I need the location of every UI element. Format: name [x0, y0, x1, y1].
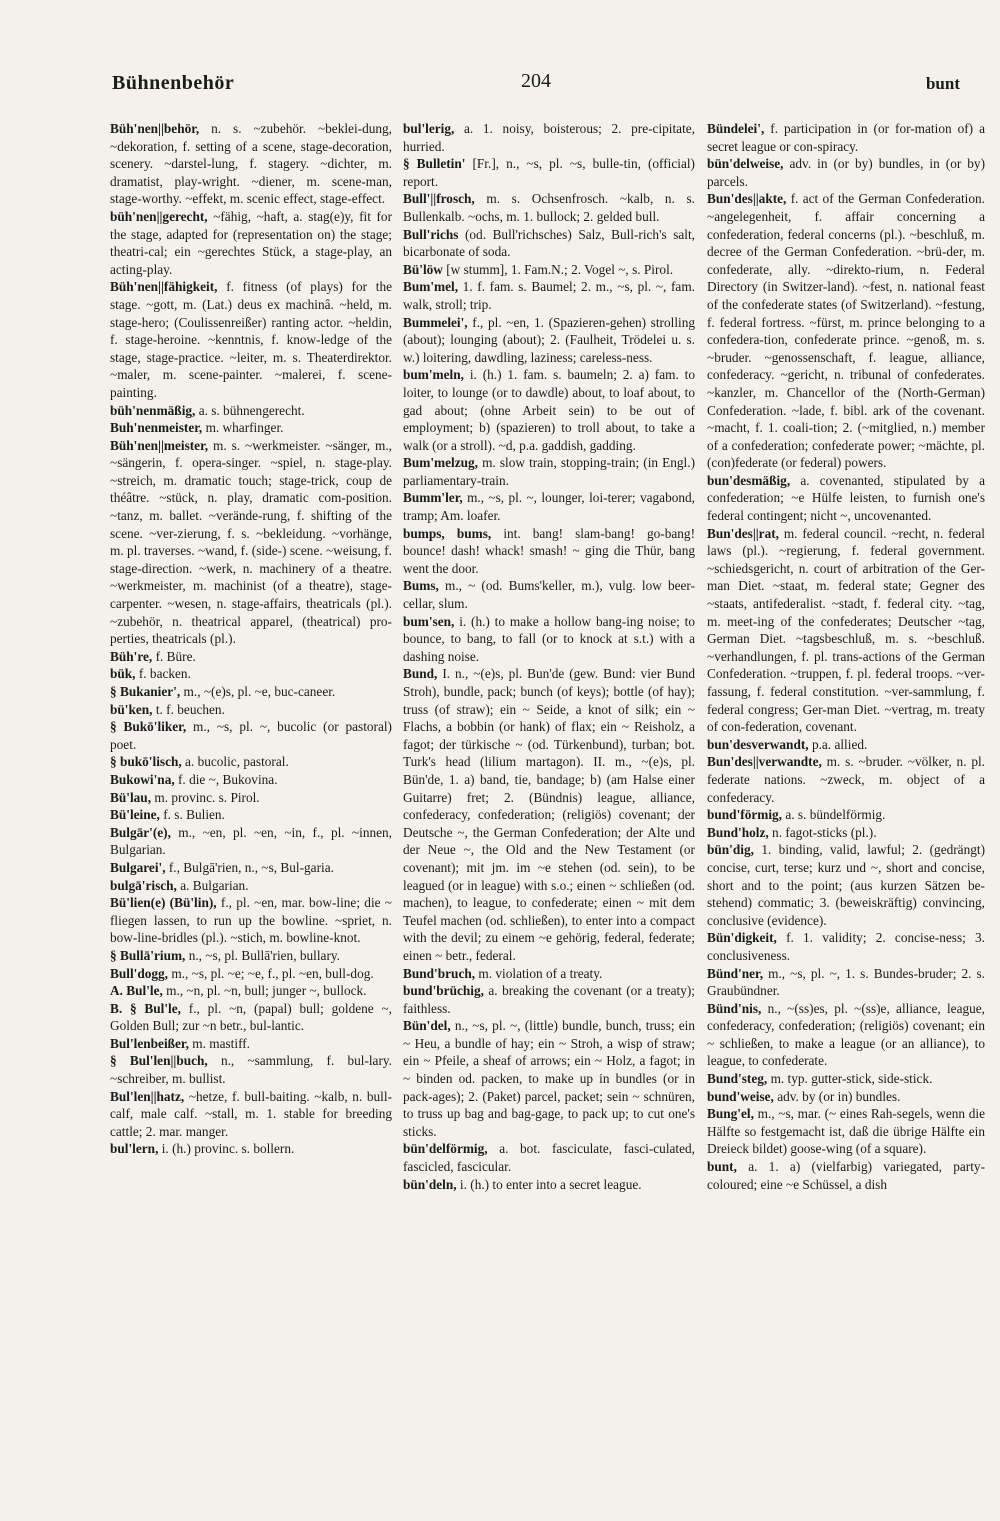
dictionary-entry — [110, 648, 392, 666]
entry-definition: f. fitness (of plays) for the stage. ~gott, m. (Lat.) deus ex machinâ. ~held, m. stage-hero; (Coulissenreißer) ranting actor. ~heldin, f. stage-heroine. ~kenntnis, f. know-ledge of the stage, stage-practice. ~leiter, m. s. Theaterdirektor. ~maler, m. scene-painter. ~malerei, f. scene-painting. — [110, 279, 392, 400]
entry-definition: a. breaking the covenant (or a treaty); faithless. — [403, 983, 695, 1016]
dictionary-entry — [707, 190, 985, 472]
entry-definition: a. s. bühnengerecht. — [198, 402, 305, 418]
dictionary-entry — [403, 489, 695, 524]
dictionary-entry — [403, 1017, 695, 1140]
entry-definition: [Fr.], n., ~s, pl. ~s, bulle-tin, (official) report. — [403, 156, 695, 189]
entry-headword: Bü'lau, — [110, 789, 152, 805]
entry-definition: n., ~s, pl. Bullā'rien, bullary. — [188, 947, 340, 963]
entry-headword: Büh'nen||fähigkeit, — [110, 279, 218, 295]
entry-definition: int. bang! slam-bang! go-bang! bounce! dash! whack! smash! ~ ging die Thür, bang went the door. — [403, 525, 695, 576]
dictionary-entry — [707, 736, 985, 754]
dictionary-entry — [110, 402, 392, 420]
dictionary-entry — [110, 665, 392, 683]
entry-headword: Bun'des||verwandte, — [707, 754, 822, 770]
entry-headword: bunt, — [707, 1159, 737, 1175]
dictionary-entry — [403, 454, 695, 489]
entry-definition: i. (h.) to enter into a secret league. — [459, 1176, 642, 1192]
entry-headword: § Bulletin' — [403, 156, 466, 172]
right-running-headword: bunt — [925, 74, 960, 93]
entry-definition: a. bot. fasciculate, fasci-culated, fascicled, fascicular. — [403, 1141, 695, 1175]
entry-headword: Bund'holz, — [707, 824, 769, 840]
entry-definition: i. (h.) to make a hollow bang-ing noise; to bounce, to bang, to fall (or to knock at s.t.) with a dashing noise. — [403, 613, 695, 664]
entry-definition: n., ~sammlung, f. bul-lary. ~schreiber, m. bullist. — [110, 1053, 392, 1087]
page-header — [112, 70, 960, 100]
entry-definition: a. 1. noisy, boisterous; 2. pre-cipitate, hurried. — [403, 121, 695, 154]
entry-headword: Bünd'ner, — [707, 965, 764, 981]
entry-headword: Bummelei', — [403, 314, 468, 330]
entry-headword: Bü'löw — [403, 261, 443, 277]
entry-definition: f. 1. validity; 2. concise-ness; 3. conclusiveness. — [707, 930, 985, 963]
entry-definition: [w stumm], 1. Fam.N.; 2. Vogel ~, s. Pirol. — [446, 261, 674, 277]
dictionary-entry — [403, 190, 695, 225]
entry-headword: Bums, — [403, 578, 439, 594]
entry-definition: m. slow train, stopping-train; (in Engl.) parliamentary-train. — [403, 455, 695, 488]
entry-headword: A. Bul'le, — [110, 983, 163, 999]
dictionary-entry — [403, 982, 695, 1017]
entry-headword: Bün'del, — [403, 1018, 451, 1034]
dictionary-entry — [707, 1158, 985, 1193]
entry-definition: f. die ~, Bukovina. — [178, 771, 278, 787]
entry-headword: § Bullā'rium, — [110, 947, 186, 963]
dictionary-entry — [707, 120, 985, 155]
dictionary-entry — [110, 894, 392, 947]
entry-headword: Bund'bruch, — [403, 965, 476, 981]
dictionary-entry — [403, 278, 695, 313]
entry-definition: f., pl. ~n, (papal) bull; goldene ~, Golden Bull; zur ~n betr., bul-lantic. — [110, 1000, 392, 1034]
entry-headword: Buh'nenmeister, — [110, 420, 203, 436]
entry-headword: Bull'||frosch, — [403, 191, 475, 207]
dictionary-entry — [110, 806, 392, 824]
entry-headword: Bund'steg, — [707, 1071, 768, 1087]
entry-definition: f. participation in (or for-mation of) a secret league or con-spiracy. — [707, 121, 985, 154]
entry-definition: 1. binding, valid, lawful; 2. (gedrängt) concise, curt, terse; kurz und ~, short and concise, short and to the point; (aus kurzen Sätzen be-stehend) commatic; 3. (beweiskräftig) convincing, conclusive (evidence). — [707, 842, 985, 928]
dictionary-entry — [707, 155, 985, 190]
dictionary-entry — [403, 665, 695, 964]
entry-headword: bulgā'risch, — [110, 877, 177, 893]
entry-headword: Bum'mel, — [403, 279, 459, 295]
entry-definition: f., pl. ~en, 1. (Spazieren-gehen) strolling (about); lounging (about); 2. (Faulheit, Trödelei u. s. w.) loitering, dawdling, laziness; careless-ness. — [403, 314, 695, 365]
dictionary-entry — [403, 155, 695, 190]
entry-definition: f. backen. — [138, 666, 191, 682]
page-number: 204 — [521, 70, 551, 92]
entry-headword: Büh're, — [110, 648, 153, 664]
entry-definition: m. provinc. s. Pirol. — [154, 789, 260, 805]
entry-headword: bum'sen, — [403, 613, 455, 629]
entry-headword: bün'deln, — [403, 1176, 457, 1192]
entry-headword: bul'lern, — [110, 1141, 159, 1157]
entry-headword: bün'delweise, — [707, 156, 784, 172]
entry-definition: 1. f. fam. s. Baumel; 2. m., ~s, pl. ~, fam. walk, stroll; trip. — [403, 279, 695, 312]
dictionary-entry — [110, 1035, 392, 1053]
entry-definition: ~hetze, f. bull-baiting. ~kalb, n. bull-calf, male calf. ~stall, m. 1. stable for breeding cattle; 2. mar. manger. — [110, 1088, 392, 1139]
entry-headword: büh'nenmäßig, — [110, 402, 196, 418]
entry-headword: Büh'nen||behör, — [110, 121, 200, 136]
dictionary-entry — [110, 859, 392, 877]
dictionary-entry — [707, 525, 985, 736]
entry-definition: f., pl. ~en, mar. bow-line; die ~ fliegen lassen, to run up the bowline. ~spriet, n. bow-line-bridles (pl.). ~stich, m. bowline-knot. — [110, 895, 392, 946]
entry-headword: Bull'richs — [403, 226, 459, 242]
dictionary-entry — [403, 965, 695, 983]
entry-headword: Bulgarei', — [110, 859, 166, 875]
dictionary-entry — [403, 613, 695, 666]
dictionary-entry — [403, 1140, 695, 1175]
entry-definition: m., ~s, pl. ~, bucolic (or pastoral) poet. — [110, 719, 392, 752]
dictionary-entry — [707, 929, 985, 964]
entry-definition: a. s. bündelförmig. — [785, 807, 886, 823]
entry-definition: m. federal council. ~recht, n. federal laws (pl.). ~regierung, f. federal government. ~schiedsgericht, n. court of arbitration of the Ger-man Diet. ~staat, m. federal state; Gegner des ~staats, antifederalist. ~stadt, f. federal city. ~tag, m. meet-ing of the confederates; Deutscher ~tag, German Diet. ~tagsbeschluß, m. s. ~beschluß. ~verhandlungen, f. pl. trans-actions of the German Confederation. ~truppen, f. pl. federal troops. ~ver-fassung, f. federal constitution. ~ver-sammlung, f. federal congress; Ger-man Diet. ~vertrag, m. treaty of con-federation, covenant. — [707, 525, 985, 735]
entry-definition: a. Bulgarian. — [180, 877, 249, 893]
entry-definition: ~fähig, ~haft, a. stag(e)y, fit for the stage, adapted for (representation on) the stage; theatri-cal; ein ~gerechtes Stück, a stage-play, an acting-play. — [110, 208, 392, 277]
dictionary-entry — [403, 120, 695, 155]
entry-definition: adv. in (or by) bundles, in (or by) parcels. — [707, 156, 985, 189]
dictionary-entry — [110, 1088, 392, 1141]
entry-definition: n., ~s, pl. ~, (little) bundle, bunch, truss; ein ~ Heu, a bundle of hay; ein ~ Stroh, a wisp of straw; ein ~ Pfeile, a sheaf of arrows; ein ~ Holz, a fagot; in ~ binden od. packen, to make up in bundles (or in pack-ages); 2. (Paket) parcel, packet; sein ~ schnüren, to truss up bag and bag-gage, to pack up; to cut one's sticks. — [403, 1018, 695, 1139]
entry-headword: Bukowi'na, — [110, 771, 175, 787]
dictionary-entry — [403, 577, 695, 612]
dictionary-entry — [110, 683, 392, 701]
dictionary-entry — [110, 208, 392, 278]
entry-definition: f. s. Bulien. — [163, 807, 225, 823]
column-middle — [403, 120, 695, 1470]
dictionary-entry — [707, 1105, 985, 1158]
entry-headword: § Bukō'liker, — [110, 719, 187, 735]
entry-definition: I. n., ~(e)s, pl. Bun'de (gew. Bund: vier Bund Stroh), bundle, pack; bunch (of keys); bottle (of hay); truss (of straw); ein ~ Seide, a knot of silk; ein ~ Flachs, a bobbin (or hank) of flax; ein ~ Reisholz, a fagot; der türkische ~ (od. Türkenbund), turban; bot. Turk's head (lilium martagon). II. m., ~(e)s, pl. Bün'de, 1. a) band, tie, bandage; b) (am Halse einer Guitarre) fret; 2. (Bündnis) league, alliance, confederacy, confederation; (religiös) covenant; der Deutsche ~, the German Confederation; der Alte und der Neue ~, the Old and the New Testament (or covenant); mit jm. im ~e stehen (od. sein), to be leagued (or in league) with s.o.; einen ~ schließen (od. machen), to league, to confederate; einen ~ mit dem Teufel machen (od. schließen), to enter into a compact with the devil; zu einem ~e gehörig, federal, federate; einen ~ betr., federal. — [403, 666, 695, 963]
dictionary-entry — [403, 525, 695, 578]
entry-headword: bun'desmäßig, — [707, 472, 791, 488]
entry-definition: p.a. allied. — [811, 736, 868, 752]
dictionary-entry — [110, 1000, 392, 1035]
dictionary-entry — [403, 226, 695, 261]
dictionary-entry — [110, 120, 392, 208]
entry-definition: n. fagot-sticks (pl.). — [772, 824, 877, 840]
entry-definition: a. 1. a) (vielfarbig) variegated, party-coloured; eine ~e Schüssel, a dish — [707, 1159, 985, 1192]
entry-definition: m. violation of a treaty. — [478, 965, 603, 981]
entry-headword: bün'delförmig, — [403, 1141, 488, 1157]
entry-definition: m. s. ~bruder. ~völker, n. pl. federate nations. ~zweck, m. object of a confederacy. — [707, 754, 985, 805]
dictionary-entry — [110, 824, 392, 859]
dictionary-entry — [110, 947, 392, 965]
dictionary-entry — [110, 965, 392, 983]
column-left — [110, 120, 392, 1470]
entry-headword: bün'dig, — [707, 842, 754, 858]
dictionary-entry — [707, 472, 985, 525]
entry-headword: Bündelei', — [707, 121, 765, 136]
entry-definition: m., ~ (od. Bums'keller, m.), vulg. low beer-cellar, slum. — [403, 578, 695, 612]
dictionary-entry — [707, 1070, 985, 1088]
entry-definition: m., ~s, pl. ~, lounger, loi-terer; vagabond, tramp; Am. loafer. — [403, 490, 695, 524]
entry-headword: bum'meln, — [403, 367, 464, 383]
entry-definition: f. Büre. — [155, 648, 196, 664]
entry-headword: B. § Bul'le, — [110, 1000, 181, 1016]
entry-headword: bund'förmig, — [707, 807, 782, 823]
entry-headword: Bull'dogg, — [110, 965, 169, 981]
dictionary-entry — [403, 366, 695, 454]
entry-definition: a. bucolic, pastoral. — [185, 754, 289, 770]
entry-definition: m. mastiff. — [192, 1035, 251, 1051]
entry-headword: § bukō'lisch, — [110, 754, 182, 770]
entry-headword: § Bul'len||buch, — [110, 1053, 208, 1069]
entry-definition: m., ~s, pl. ~, 1. s. Bundes-bruder; 2. s. Graubündner. — [707, 965, 985, 999]
dictionary-entry — [110, 982, 392, 1000]
entry-definition: m., ~s, pl. ~e; ~e, f., pl. ~en, bull-dog. — [171, 965, 374, 981]
entry-definition: i. (h.) 1. fam. s. baumeln; 2. a) fam. to loiter, to lounge (or to dawdle) about, to loaf about, to gad about; (ohne Arbeit sein) to be out of employment; b) (spazieren) to troll about, to take a walk (or a stroll). ~d, p.a. gaddish, gadding. — [403, 367, 695, 453]
dictionary-entry — [707, 841, 985, 929]
dictionary-entry — [403, 261, 695, 279]
dictionary-entry — [110, 419, 392, 437]
entry-headword: bumps, bums, — [403, 525, 492, 541]
entry-definition: f. act of the German Confederation. ~angelegenheit, f. affair concerning a confederation, federal concerns (pl.). ~beschluß, m. decree of the German Confederation. ~brü-der, m. confederate, ally. ~direkto-rium, n. Federal Directory (in Switzer-land). ~fest, n. national feast of the confederate states (of Switzerland). ~festung, f. federal fortress. ~fürst, m. prince belonging to a confedera-tion, confederate prince. ~genoß, m. s. ~bruder. ~genossenschaft, f. league, alliance, confederacy. ~gericht, n. tribunal of confederates. ~kanzler, m. Chancellor of the (North-German) Confederation. ~lade, f. bibl. ark of the covenant. ~macht, f. 1. coali-tion; 2. (~mitglied, n.) member of a confederation; confederate power; ~mächte, pl. (con)federate (or federal) powers. — [707, 191, 985, 471]
entry-definition: m., ~en, pl. ~en, ~in, f., pl. ~innen, Bulgarian. — [110, 824, 392, 858]
entry-headword: bul'lerig, — [403, 121, 455, 136]
entry-headword: Bul'lenbeißer, — [110, 1035, 189, 1051]
dictionary-entry — [110, 877, 392, 895]
dictionary-entry — [110, 789, 392, 807]
entry-definition: (od. Bull'richsches) Salz, Bull-rich's salt, bicarbonate of soda. — [403, 226, 695, 260]
entry-headword: bund'weise, — [707, 1088, 774, 1104]
entry-definition: m. s. Ochsenfrosch. ~kalb, n. s. Bullenkalb. ~ochs, m. 1. bullock; 2. gelded bull. — [403, 191, 695, 224]
left-running-headword: Bühnenbehör — [112, 72, 235, 94]
entry-headword: Bung'el, — [707, 1106, 754, 1122]
dictionary-entry — [110, 718, 392, 753]
entry-headword: Bünd'nis, — [707, 1000, 762, 1016]
dictionary-entry — [110, 437, 392, 648]
entry-headword: Bulgār'(e), — [110, 824, 171, 840]
entry-headword: Bum'melzug, — [403, 455, 478, 471]
entry-definition: n. s. ~zubehör. ~beklei-dung, ~dekoration, f. setting of a scene, stage-decoration, scenery. ~darstel-lung, f. stagery. ~dichter, m. dramatist, play-wright. ~diener, m. scene-man, stage-worthy. ~effekt, m. scenic effect, stage-effect. — [110, 121, 392, 207]
dictionary-entry — [707, 806, 985, 824]
entry-headword: bun'desverwandt, — [707, 736, 809, 752]
entry-headword: Bun'des||rat, — [707, 525, 779, 541]
dictionary-entry — [707, 1000, 985, 1070]
entry-headword: Bul'len||hatz, — [110, 1088, 185, 1104]
entry-definition: m., ~n, pl. ~n, bull; junger ~, bullock. — [166, 983, 367, 999]
entry-headword: Bund, — [403, 666, 438, 682]
entry-headword: Bün'digkeit, — [707, 930, 777, 946]
dictionary-entry — [110, 771, 392, 789]
entry-definition: n., ~(ss)es, pl. ~(ss)e, alliance, league, confederacy, confederation; (religiös) covenant; ein ~ schließen, to make a league (or an alliance), to league, to confederate. — [707, 1000, 985, 1069]
entry-definition: t. f. beuchen. — [155, 701, 225, 717]
dictionary-entry — [110, 278, 392, 401]
entry-headword: Bun'des||akte, — [707, 191, 787, 207]
entry-definition: a. covenanted, stipulated by a confederation; ~e Hülfe leisten, to furnish one's federal contingent; nicht ~, uncovenanted. — [707, 472, 985, 524]
entry-definition: m., ~(e)s, pl. ~e, buc-caneer. — [183, 684, 336, 699]
entry-definition: i. (h.) provinc. s. bollern. — [161, 1141, 295, 1157]
entry-headword: bü'ken, — [110, 701, 153, 717]
dictionary-entry — [707, 965, 985, 1000]
dictionary-entry — [707, 824, 985, 842]
dictionary-entry — [110, 1052, 392, 1087]
entry-headword: Bü'leine, — [110, 807, 160, 823]
entry-headword: büh'nen||gerecht, — [110, 208, 208, 224]
entry-headword: Bumm'ler, — [403, 490, 463, 506]
dictionary-entry — [110, 1140, 392, 1158]
dictionary-entry — [110, 701, 392, 719]
dictionary-entry — [403, 314, 695, 367]
entry-definition: m. s. ~werkmeister. ~sänger, m., ~sängerin, f. opera-singer. ~spiel, n. stage-play. ~streich, m. dramatic touch; stage-trick, coup de théâtre. ~stück, n. play, dramatic com-position. ~tanz, m. ballet. ~verände-rung, f. shifting of the scene. ~ver-zierung, f. s. ~bekleidung. ~vorhänge, m. pl. traverses. ~wand, f. (side-) scene. ~weisung, f. stage-direction. ~werk, n. machinery of a theatre. ~werkmeister, m. machinist (of a theatre), stage-carpenter. ~wesen, n. stage-affairs, theatricals (pl.). ~zubehör, n. theatrical apparel, (theatrical) pro-perties, theatricals (pl.). — [110, 437, 392, 647]
entry-headword: Bü'lien(e) (Bü'lin), — [110, 895, 217, 911]
entry-headword: § Bukanier', — [110, 684, 181, 699]
entry-headword: bük, — [110, 666, 136, 682]
column-right — [707, 120, 985, 1470]
entry-headword: bund'brüchig, — [403, 983, 484, 999]
entry-definition: adv. by (or in) bundles. — [777, 1088, 901, 1104]
dictionary-entry — [707, 753, 985, 806]
dictionary-entry — [707, 1088, 985, 1106]
entry-definition: m., ~s, mar. (~ eines Rah-segels, wenn die Hälfte so festgemacht ist, daß die übrige Hälfte ein Dreieck bildet) goose-wing (of a square). — [707, 1106, 985, 1157]
entry-definition: m. wharfinger. — [205, 420, 284, 436]
dictionary-entry — [403, 1176, 695, 1194]
entry-headword: Büh'nen||meister, — [110, 437, 209, 453]
dictionary-entry — [110, 753, 392, 771]
entry-definition: m. typ. gutter-stick, side-stick. — [770, 1071, 933, 1087]
entry-definition: f., Bulgā'rien, n., ~s, Bul-garia. — [168, 859, 334, 875]
